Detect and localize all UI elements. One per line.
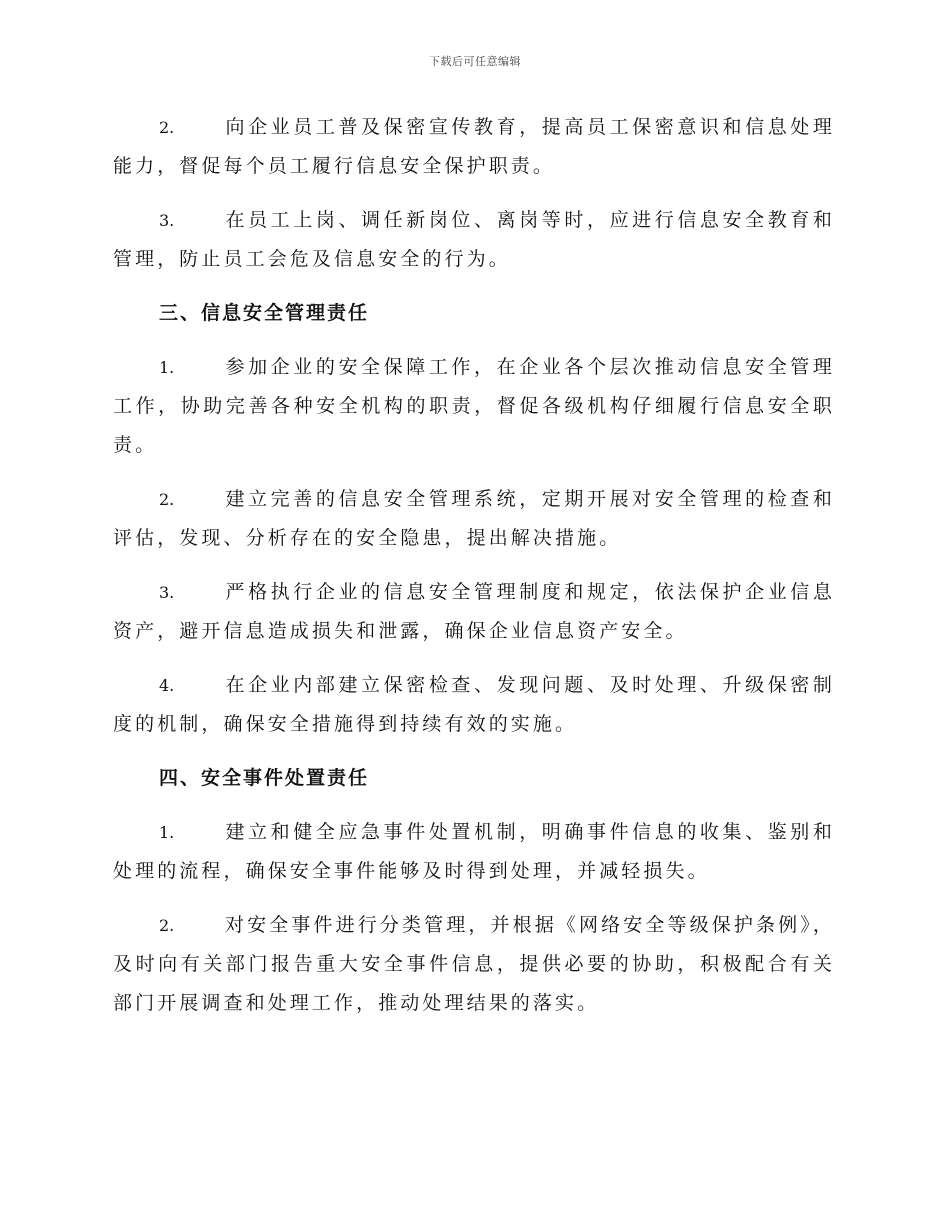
item-number: 3. [159, 211, 175, 230]
item-text: 在企业内部建立保密检查、发现问题、及时处理、升级保密制度的机制，确保安全措施得到持续有效的实施。 [113, 674, 835, 735]
page-header: 下载后可任意编辑 [429, 55, 521, 68]
item-number: 4. [159, 676, 175, 695]
list-item [113, 108, 835, 186]
item-number: 2. [159, 118, 175, 137]
item-number: 2. [159, 490, 175, 509]
item-number: 1. [159, 358, 175, 377]
list-item [113, 348, 835, 465]
list-item [113, 573, 835, 651]
item-text: 对安全事件进行分类管理，并根据《网络安全等级保护条例》，及时向有关部门报告重大安全事件信息，提供必要的协助，积极配合有关部门开展调查和处理工作，推动处理结果的落实。 [113, 914, 835, 1014]
item-number: 3. [159, 583, 175, 602]
item-text: 向企业员工普及保密宣传教育，提高员工保密意识和信息处理能力，督促每个员工履行信息安全保护职责。 [113, 116, 835, 177]
document-body [113, 108, 835, 1038]
list-item [113, 813, 835, 891]
item-text: 在员工上岗、调任新岗位、离岗等时，应进行信息安全教育和管理，防止员工会危及信息安全的行为。 [113, 209, 835, 270]
list-item [113, 201, 835, 279]
list-item [113, 666, 835, 744]
item-number: 1. [159, 823, 175, 842]
section-heading: 三、信息安全管理责任 [159, 302, 370, 324]
item-text: 建立和健全应急事件处置机制，明确事件信息的收集、鉴别和处理的流程，确保安全事件能够及时得到处理，并减轻损失。 [113, 821, 835, 882]
item-text: 建立完善的信息安全管理系统，定期开展对安全管理的检查和评估，发现、分析存在的安全隐患，提出解决措施。 [113, 488, 835, 549]
list-item [113, 906, 835, 1023]
item-text: 严格执行企业的信息安全管理制度和规定，依法保护企业信息资产，避开信息造成损失和泄露，确保企业信息资产安全。 [113, 581, 835, 642]
section-heading: 四、安全事件处置责任 [159, 767, 370, 789]
item-text: 参加企业的安全保障工作，在企业各个层次推动信息安全管理工作，协助完善各种安全机构的职责，督促各级机构仔细履行信息安全职责。 [113, 356, 835, 456]
item-number: 2. [159, 916, 175, 935]
list-item [113, 480, 835, 558]
